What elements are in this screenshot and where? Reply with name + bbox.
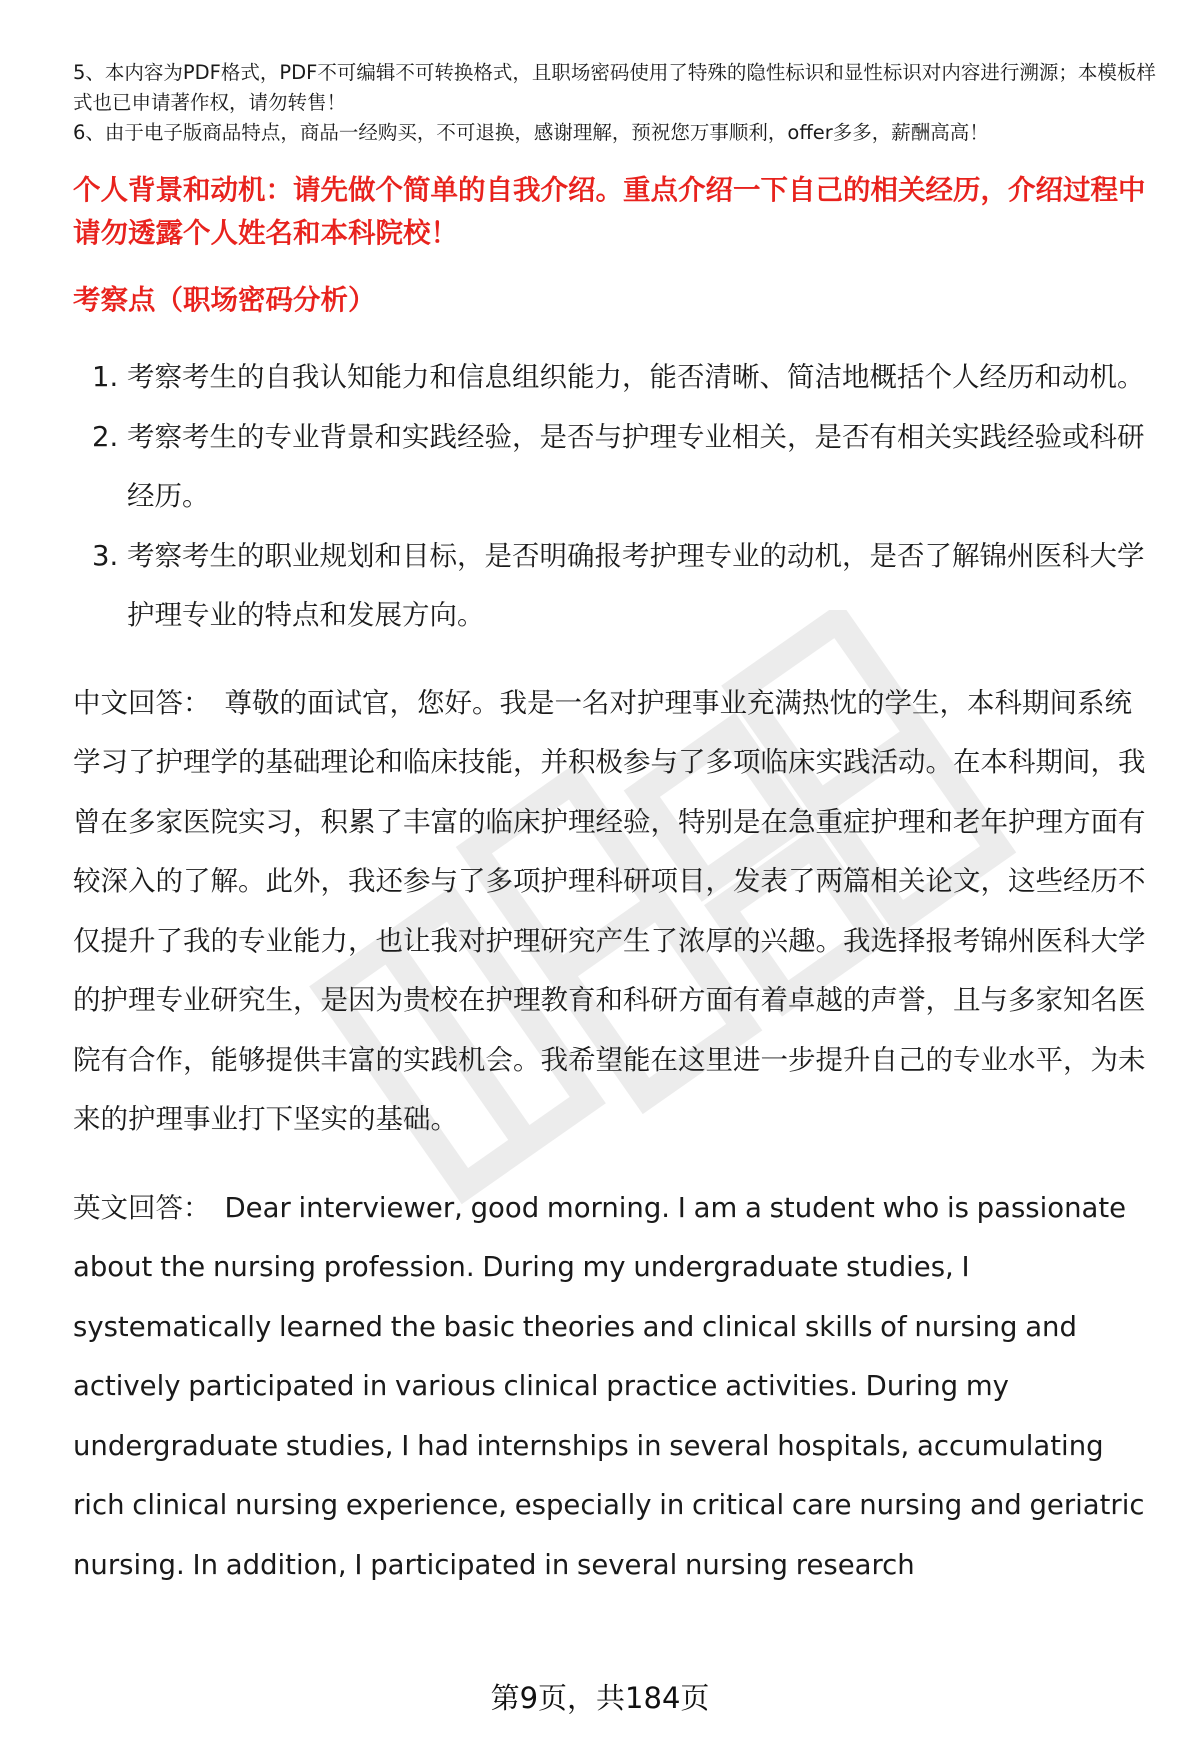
analysis-point: 1. 考察考生的自我认知能力和信息组织能力，能否清晰、简洁地概括个人经历和动机。	[127, 348, 1159, 408]
page-number: 第9页，共184页	[490, 1681, 710, 1715]
analysis-heading: 考察点（职场密码分析）	[73, 284, 376, 316]
chinese-answer-label: 中文回答：	[73, 686, 211, 719]
english-answer-text: Dear interviewer, good morning. I am a student who is passionate about the nursing profession. During my undergraduate studies, I systematically learned the basic theories and clinical skills of nursing and actively participated in various clinical practice activities. During my undergraduate studies, I had internships in several hospitals, accumulating rich clinical nursing experience, especially in critical care nursing and geriatric nursing. In addition, I participated in several nursing research	[73, 1191, 1145, 1581]
english-answer-label: 英文回答：	[73, 1191, 211, 1224]
purchase-notes	[73, 58, 1159, 148]
note-item-6: 6、由于电子版商品特点，商品一经购买，不可退换，感谢理解，预祝您万事顺利，offer多多，薪酬高高！	[73, 121, 989, 144]
note-item-5: 5、本内容为PDF格式，PDF不可编辑不可转换格式，且职场密码使用了特殊的隐性标识和显性标识对内容进行溯源；本模板样式也已申请著作权，请勿转售！	[73, 61, 1156, 114]
chinese-answer-text: 尊敬的面试官，您好。我是一名对护理事业充满热忱的学生，本科期间系统学习了护理学的基础理论和临床技能，并积极参与了多项临床实践活动。在本科期间，我曾在多家医院实习，积累了丰富的临床护理经验，特别是在急重症护理和老年护理方面有较深入的了解。此外，我还参与了多项护理科研项目，发表了两篇相关论文，这些经历不仅提升了我的专业能力，也让我对护理研究产生了浓厚的兴趣。我选择报考锦州医科大学的护理专业研究生，是因为贵校在护理教育和科研方面有着卓越的声誉，且与多家知名医院有合作，能够提供丰富的实践机会。我希望能在这里进一步提升自己的专业水平，为未来的护理事业打下坚实的基础。	[73, 686, 1146, 1135]
english-answer	[73, 1179, 1159, 1596]
chinese-answer	[73, 674, 1159, 1150]
document-page	[73, 58, 1159, 1595]
analysis-point: 2. 考察考生的专业背景和实践经验，是否与护理专业相关，是否有相关实践经验或科研经历。	[127, 408, 1159, 527]
question-title: 个人背景和动机：请先做个简单的自我介绍。重点介绍一下自己的相关经历，介绍过程中请勿透露个人姓名和本科院校！	[73, 174, 1146, 249]
analysis-points	[73, 348, 1159, 646]
analysis-point: 3. 考察考生的职业规划和目标，是否明确报考护理专业的动机，是否了解锦州医科大学护理专业的特点和发展方向。	[127, 527, 1159, 646]
